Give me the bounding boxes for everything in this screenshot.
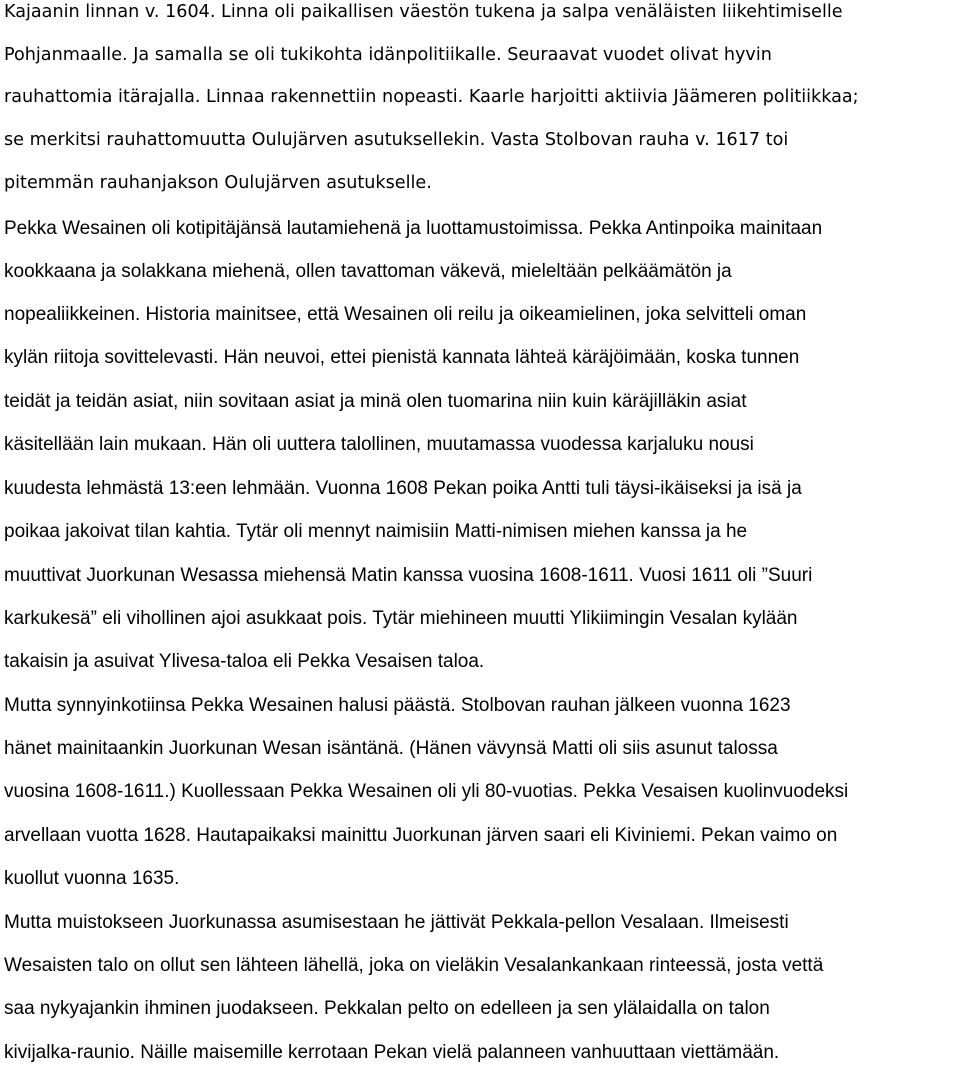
text-line: Mutta synnyinkotiinsa Pekka Wesainen halusi päästä. Stolbovan rauhan jälkeen vuonna 1623 bbox=[4, 695, 791, 716]
text-line: teidät ja teidän asiat, niin sovitaan asiat ja minä olen tuomarina niin kuin käräjilläkin asiat bbox=[4, 391, 747, 412]
text-line: kuudesta lehmästä 13:een lehmään. Vuonna 1608 Pekan poika Antti tuli täysi-ikäiseksi ja isä ja bbox=[4, 478, 802, 499]
text-line: karkukesä” eli vihollinen ajoi asukkaat pois. Tytär miehineen muutti Ylikiimingin Vesalan kylään bbox=[4, 608, 798, 629]
text-line: kookkaana ja solakkana miehenä, ollen tavattoman väkevä, mieleltään pelkäämätön ja bbox=[4, 261, 732, 282]
text-line: vuosina 1608-1611.) Kuollessaan Pekka Wesainen oli yli 80-vuotias. Pekka Vesaisen kuolinvuodeksi bbox=[4, 781, 849, 802]
text-line: Mutta muistokseen Juorkunassa asumisestaan he jättivät Pekkala-pellon Vesalaan. Ilmeisesti bbox=[4, 912, 789, 933]
text-line: pitemmän rauhanjakson Oulujärven asutukselle. bbox=[4, 173, 432, 193]
text-line: Pohjanmaalle. Ja samalla se oli tukikohta idänpolitiikalle. Seuraavat vuodet olivat hyvin bbox=[4, 45, 772, 65]
text-line: kylän riitoja sovittelevasti. Hän neuvoi, ettei pienistä kannata lähteä käräjöimään, koska tunnen bbox=[4, 347, 800, 368]
text-line: nopealiikkeinen. Historia mainitsee, että Wesainen oli reilu ja oikeamielinen, joka selvitteli oman bbox=[4, 304, 807, 325]
text-line: takaisin ja asuivat Ylivesa-taloa eli Pekka Vesaisen taloa. bbox=[4, 651, 485, 672]
text-line: kuollut vuonna 1635. bbox=[4, 868, 180, 889]
text-line: muuttivat Juorkunan Wesassa miehensä Matin kanssa vuosina 1608-1611. Vuosi 1611 oli ”Suuri bbox=[4, 565, 813, 586]
text-line: Wesaisten talo on ollut sen lähteen lähellä, joka on vieläkin Vesalankankaan rinteessä, josta vettä bbox=[4, 955, 824, 976]
text-line: hänet mainitaankin Juorkunan Wesan isäntänä. (Hänen vävynsä Matti oli siis asunut talossa bbox=[4, 738, 778, 759]
text-line: se merkitsi rauhattomuutta Oulujärven asutuksellekin. Vasta Stolbovan rauha v. 1617 toi bbox=[4, 130, 789, 150]
text-line: saa nykyajankin ihminen juodakseen. Pekkalan pelto on edelleen ja sen ylälaidalla on talon bbox=[4, 998, 770, 1019]
text-line: Pekka Wesainen oli kotipitäjänsä lautamiehenä ja luottamustoimissa. Pekka Antinpoika mainitaan bbox=[4, 218, 823, 239]
text-line: käsitellään lain mukaan. Hän oli uuttera talollinen, muutamassa vuodessa karjaluku nousi bbox=[4, 434, 754, 455]
text-line: kivijalka-raunio. Näille maisemille kerrotaan Pekan vielä palanneen vanhuuttaan viettämään. bbox=[4, 1042, 780, 1063]
text-line: poikaa jakoivat tilan kahtia. Tytär oli mennyt naimisiin Matti-nimisen miehen kanssa ja he bbox=[4, 521, 748, 542]
text-line: arvellaan vuotta 1628. Hautapaikaksi mainittu Juorkunan järven saari eli Kiviniemi. Pekan vaimo on bbox=[4, 825, 838, 846]
text-line: Kajaanin linnan v. 1604. Linna oli paikallisen väestön tukena ja salpa venäläisten liikehtimiselle bbox=[4, 2, 843, 22]
text-line: rauhattomia itärajalla. Linnaa rakennettiin nopeasti. Kaarle harjoitti aktiivia Jäämeren politiikkaa; bbox=[4, 87, 859, 107]
